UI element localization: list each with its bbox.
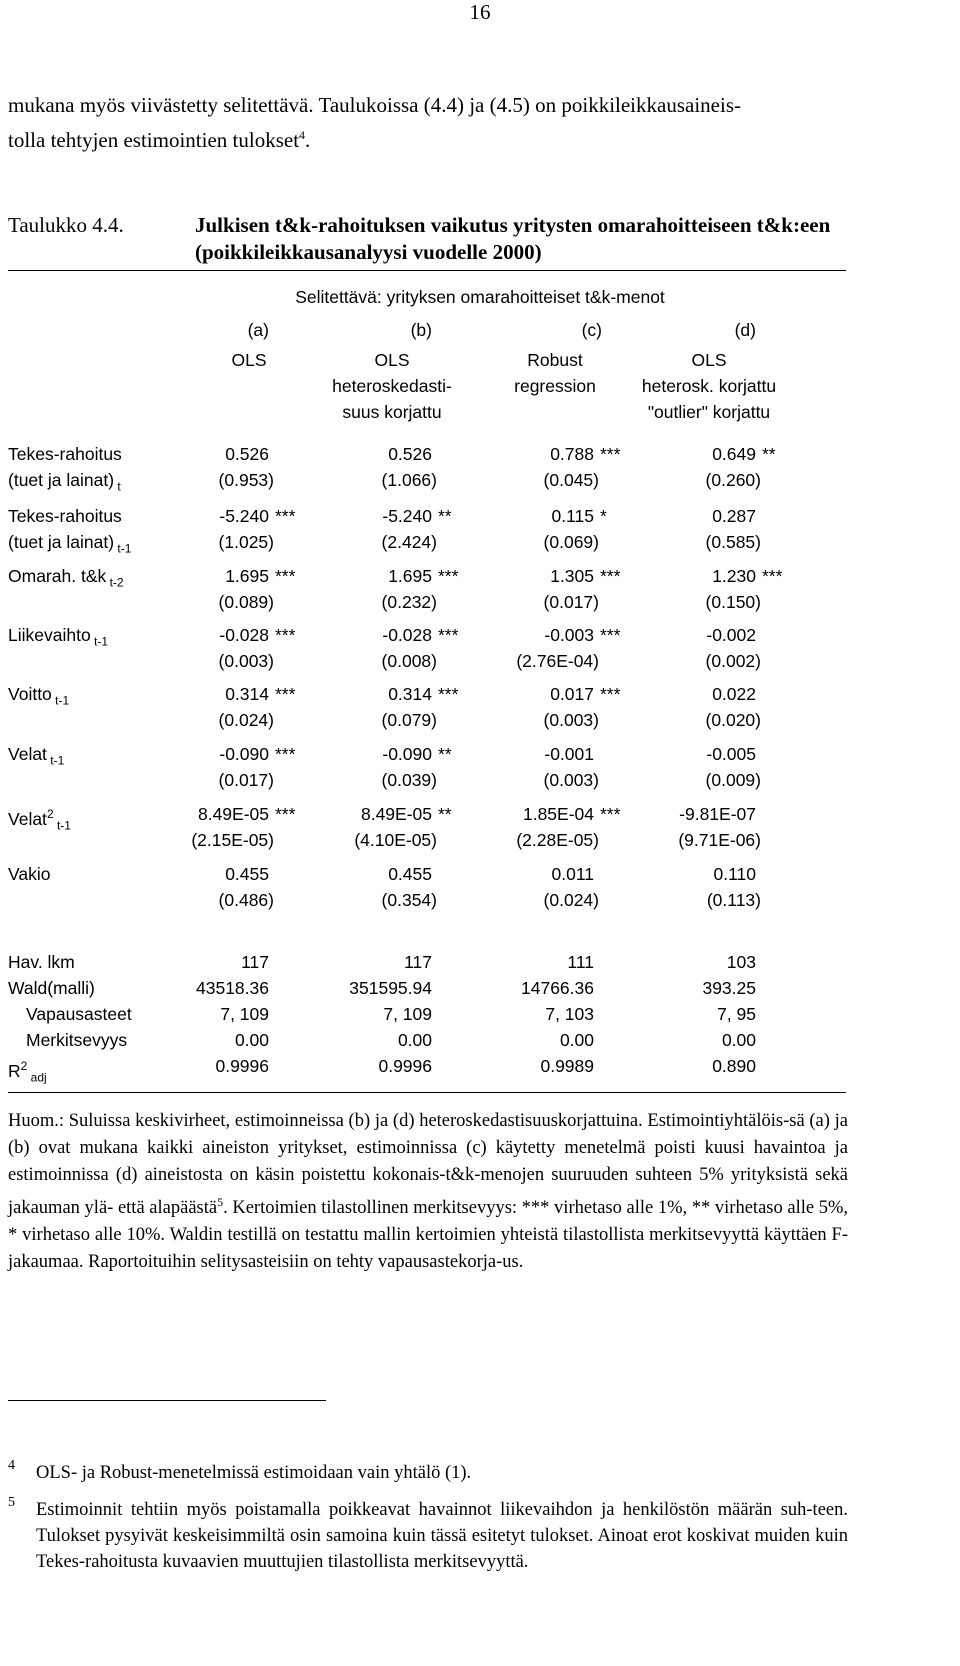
standard-error-value: (0.024) <box>543 890 599 910</box>
intro-line-2-text: tolla tehtyjen estimointien tulokset <box>8 128 300 152</box>
stat-value: 7, 109 <box>383 1004 432 1024</box>
row-label <box>8 625 178 652</box>
stat-label-sup: 2 <box>20 1059 28 1073</box>
row-label <box>8 506 178 526</box>
coefficient-value: -0.090 <box>219 744 269 764</box>
significance-stars: *** <box>275 566 296 586</box>
column-id-0: (a) <box>247 320 269 340</box>
coefficient-value: 8.49E-05 <box>360 804 432 824</box>
footnote-divider <box>8 1400 326 1401</box>
standard-error-value: (0.150) <box>705 592 761 612</box>
standard-error-value: (0.354) <box>381 890 437 910</box>
coefficient-value: -0.028 <box>382 625 432 645</box>
stat-value: 0.9989 <box>540 1056 594 1076</box>
stat-label-text: R <box>8 1060 21 1081</box>
significance-stars: *** <box>600 566 621 586</box>
significance-stars: *** <box>275 804 296 824</box>
stat-value: 7, 103 <box>545 1004 594 1024</box>
coefficient-value: 0.455 <box>388 864 432 884</box>
column-desc2-1: suus korjattu <box>342 402 442 422</box>
standard-error-value: (1.025) <box>218 532 274 552</box>
row-label <box>8 444 178 464</box>
table-note-text-1: Huom.: Suluissa keskivirheet, estimoinneissa (b) ja (d) heteroskedastisuuskorjattuina. Estimointiyhtälöis-sä (a) ja (b) ovat mukana kaikki aineiston yritykset, estimoinnissa (c) käytetty menetelmä poisti kuusi havaintoa ja estimoinnissa (d) aineistosta on käsin poistettu kokonais-t&k-menojen suuruuden suhteen 5% yrityksistä sekä jakauman ylä- että alapäästä <box>8 1111 848 1219</box>
significance-stars: *** <box>438 625 459 645</box>
coefficient-value: -0.005 <box>706 744 756 764</box>
row-label-sub: t-1 <box>90 634 109 649</box>
stat-label-text: Wald(malli) <box>8 978 95 998</box>
footnote-5-number: 5 <box>8 1495 15 1510</box>
standard-error-value: (0.045) <box>543 470 599 490</box>
row-label <box>8 744 178 771</box>
table-caption-title-2: (poikkileikkausanalyysi vuodelle 2000) <box>195 240 542 264</box>
standard-error-value: (2.15E-05) <box>191 830 274 850</box>
stat-label-text: Vapausasteet <box>26 1004 132 1024</box>
row-label-line2-text: (tuet ja lainat) <box>8 532 115 552</box>
footnote-ref-4: 4 <box>299 128 306 142</box>
stat-value: 117 <box>404 952 432 972</box>
footnote-5-text: Estimoinnit tehtiin myös poistamalla poikkeavat havainnot liikevaihdon ja henkilöstön määrän suh-teen. Tulokset pysyivät keskeisimmiltä osin samoina kuin tässä esitetyt tulokset. Ainoat erot koskivat muiden kuin Tekes-rahoitusta kuvaavien muuttujien tilastollista merkitsevyyttä. <box>36 1500 848 1572</box>
coefficient-value: 0.455 <box>225 864 269 884</box>
row-label-text: Vakio <box>8 864 51 884</box>
coefficient-value: 0.115 <box>551 506 594 526</box>
significance-stars: ** <box>438 804 452 824</box>
row-label-sub: t-1 <box>53 818 71 833</box>
standard-error-value: (0.020) <box>705 710 761 730</box>
standard-error-value: (0.069) <box>543 532 599 552</box>
stat-value: 7, 109 <box>220 1004 269 1024</box>
standard-error-value: (0.003) <box>543 770 599 790</box>
significance-stars: *** <box>762 566 783 586</box>
stat-value: 7, 95 <box>717 1004 756 1024</box>
coefficient-value: 1.695 <box>225 566 269 586</box>
row-label-line2 <box>8 470 178 497</box>
stat-value: 103 <box>726 952 756 972</box>
significance-stars: *** <box>275 625 296 645</box>
significance-stars: *** <box>438 684 459 704</box>
coefficient-value: 8.49E-05 <box>197 804 269 824</box>
standard-error-value: (0.002) <box>705 651 761 671</box>
standard-error-value: (1.066) <box>381 470 437 490</box>
stat-label-sub: adj <box>27 1070 47 1085</box>
row-label-line2 <box>8 532 178 559</box>
stat-value: 111 <box>567 952 594 972</box>
coefficient-value: -0.028 <box>219 625 269 645</box>
column-id-1: (b) <box>410 320 432 340</box>
stat-label-text: Merkitsevyys <box>26 1030 128 1050</box>
intro-line-2 <box>8 128 310 153</box>
coefficient-value: 0.287 <box>712 506 756 526</box>
table-top-rule <box>8 270 846 271</box>
stat-value: 43518.36 <box>196 978 269 998</box>
intro-line-2-end: . <box>305 128 311 152</box>
standard-error-value: (0.089) <box>218 592 274 612</box>
standard-error-value: (0.003) <box>543 710 599 730</box>
row-label-text: Velat <box>8 744 47 764</box>
coefficient-value: -5.240 <box>219 506 269 526</box>
footnote-ref-5: 5 <box>217 1195 224 1209</box>
row-label-text: Voitto <box>8 684 52 704</box>
significance-stars: *** <box>600 444 621 464</box>
standard-error-value: (0.039) <box>381 770 437 790</box>
significance-stars: *** <box>600 684 621 704</box>
significance-stars: *** <box>438 566 459 586</box>
table-caption-label: Taulukko 4.4. <box>8 213 124 237</box>
stat-value: 0.9996 <box>378 1056 432 1076</box>
row-label-line2-text: (tuet ja lainat) <box>8 470 115 490</box>
table-caption-title-1: Julkisen t&k-rahoituksen vaikutus yritysten omarahoitteiseen t&k:een <box>195 213 831 237</box>
stat-value: 0.9996 <box>215 1056 269 1076</box>
row-label-sup: 2 <box>46 807 54 821</box>
coefficient-value: 0.017 <box>550 684 594 704</box>
standard-error-value: (0.232) <box>381 592 437 612</box>
coefficient-value: 1.230 <box>712 566 756 586</box>
row-label-sub: t-1 <box>46 753 65 768</box>
significance-stars: ** <box>762 444 776 464</box>
stat-label-text: Hav. lkm <box>8 952 75 972</box>
coefficient-value: 1.695 <box>388 566 432 586</box>
coefficient-value: -5.240 <box>382 506 432 526</box>
column-method-2: Robust <box>527 350 583 370</box>
coefficient-value: -0.002 <box>706 625 756 645</box>
column-method-1: OLS <box>374 350 410 370</box>
standard-error-value: (0.009) <box>705 770 761 790</box>
coefficient-value: -9.81E-07 <box>679 804 756 824</box>
standard-error-value: (0.079) <box>381 710 437 730</box>
stat-value: 0.00 <box>234 1030 269 1050</box>
footnote-4-text: OLS- ja Robust-menetelmissä estimoidaan vain yhtälö (1). <box>36 1463 472 1483</box>
stat-value: 0.00 <box>559 1030 594 1050</box>
dependent-variable-label: Selitettävä: yrityksen omarahoitteiset t&k-menot <box>295 287 665 307</box>
row-label <box>8 566 178 593</box>
column-id-3: (d) <box>734 320 756 340</box>
standard-error-value: (9.71E-06) <box>678 830 761 850</box>
row-label-text: Liikevaihto <box>8 625 91 645</box>
table-note <box>8 1108 848 1276</box>
standard-error-value: (0.008) <box>381 651 437 671</box>
coefficient-value: 0.011 <box>551 864 594 884</box>
standard-error-value: (0.003) <box>218 651 274 671</box>
stat-value: 0.890 <box>712 1056 756 1076</box>
standard-error-value: (4.10E-05) <box>354 830 437 850</box>
row-label-line2-sub: t <box>114 479 121 494</box>
stat-value: 393.25 <box>702 978 756 998</box>
coefficient-value: -0.090 <box>382 744 432 764</box>
coefficient-value: -0.001 <box>544 744 594 764</box>
table-note-text-2: . Kertoimien tilastollinen merkitsevyys: *** virhetaso alle 1%, ** virhetaso alle 5%, * virhetaso alle 10%. Waldin testillä on testattu mallin kertoimien yhteistä tilastollista merkitsevyyttä käyttäen F-jakaumaa. Raportoituihin selitysasteisiin on tehty vapausastekorja-us. <box>8 1198 848 1273</box>
stat-value: 0.00 <box>397 1030 432 1050</box>
coefficient-value: 0.022 <box>712 684 756 704</box>
standard-error-value: (0.260) <box>705 470 761 490</box>
significance-stars: *** <box>600 804 621 824</box>
significance-stars: ** <box>438 744 452 764</box>
coefficient-value: 0.649 <box>712 444 756 464</box>
page-number: 16 <box>469 0 491 24</box>
significance-stars: ** <box>438 506 452 526</box>
coefficient-value: 1.305 <box>550 566 594 586</box>
column-desc2-3: "outlier" korjattu <box>647 402 771 422</box>
stat-value: 14766.36 <box>521 978 594 998</box>
standard-error-value: (2.28E-05) <box>516 830 599 850</box>
row-label-sub: t-1 <box>51 693 70 708</box>
table-bottom-rule <box>8 1092 846 1093</box>
row-label-text: Velat <box>8 808 47 829</box>
column-desc-2: regression <box>514 376 596 396</box>
standard-error-value: (0.017) <box>218 770 274 790</box>
significance-stars: *** <box>275 744 296 764</box>
coefficient-value: 0.314 <box>225 684 269 704</box>
standard-error-value: (2.424) <box>381 532 437 552</box>
footnote-4-number: 4 <box>8 1458 15 1473</box>
significance-stars: *** <box>275 684 296 704</box>
coefficient-value: 0.788 <box>550 444 594 464</box>
coefficient-value: 0.526 <box>388 444 432 464</box>
row-label <box>8 804 178 835</box>
significance-stars: *** <box>275 506 296 526</box>
row-label <box>8 864 178 884</box>
row-label-sub: t-2 <box>106 575 124 590</box>
column-id-2: (c) <box>581 320 602 340</box>
significance-stars: *** <box>600 625 621 645</box>
column-method-3: OLS <box>691 350 727 370</box>
standard-error-value: (0.113) <box>706 890 761 910</box>
standard-error-value: (0.953) <box>218 470 274 490</box>
standard-error-value: (0.017) <box>543 592 599 612</box>
standard-error-value: (0.024) <box>218 710 274 730</box>
coefficient-value: 0.110 <box>713 864 756 884</box>
coefficient-value: -0.003 <box>544 625 594 645</box>
stat-value: 351595.94 <box>349 978 432 998</box>
standard-error-value: (2.76E-04) <box>516 651 599 671</box>
stat-value: 0.00 <box>721 1030 756 1050</box>
standard-error-value: (0.585) <box>705 532 761 552</box>
row-label-text: Omarah. t&k <box>8 566 107 586</box>
column-desc-1: heteroskedasti- <box>332 376 452 396</box>
coefficient-value: 0.314 <box>388 684 432 704</box>
row-label-text: Tekes-rahoitus <box>8 444 122 464</box>
row-label-line2-sub: t-1 <box>114 541 132 556</box>
coefficient-value: 1.85E-04 <box>522 804 594 824</box>
standard-error-value: (0.486) <box>218 890 274 910</box>
intro-line-1: mukana myös viivästetty selitettävä. Taulukoissa (4.4) ja (4.5) on poikkileikkausaineis- <box>8 93 741 117</box>
column-desc-3: heterosk. korjattu <box>641 376 777 396</box>
significance-stars: * <box>600 506 607 526</box>
row-label-text: Tekes-rahoitus <box>8 506 122 526</box>
column-method-0: OLS <box>231 350 267 370</box>
coefficient-value: 0.526 <box>225 444 269 464</box>
row-label <box>8 684 178 711</box>
stat-value: 117 <box>241 952 269 972</box>
